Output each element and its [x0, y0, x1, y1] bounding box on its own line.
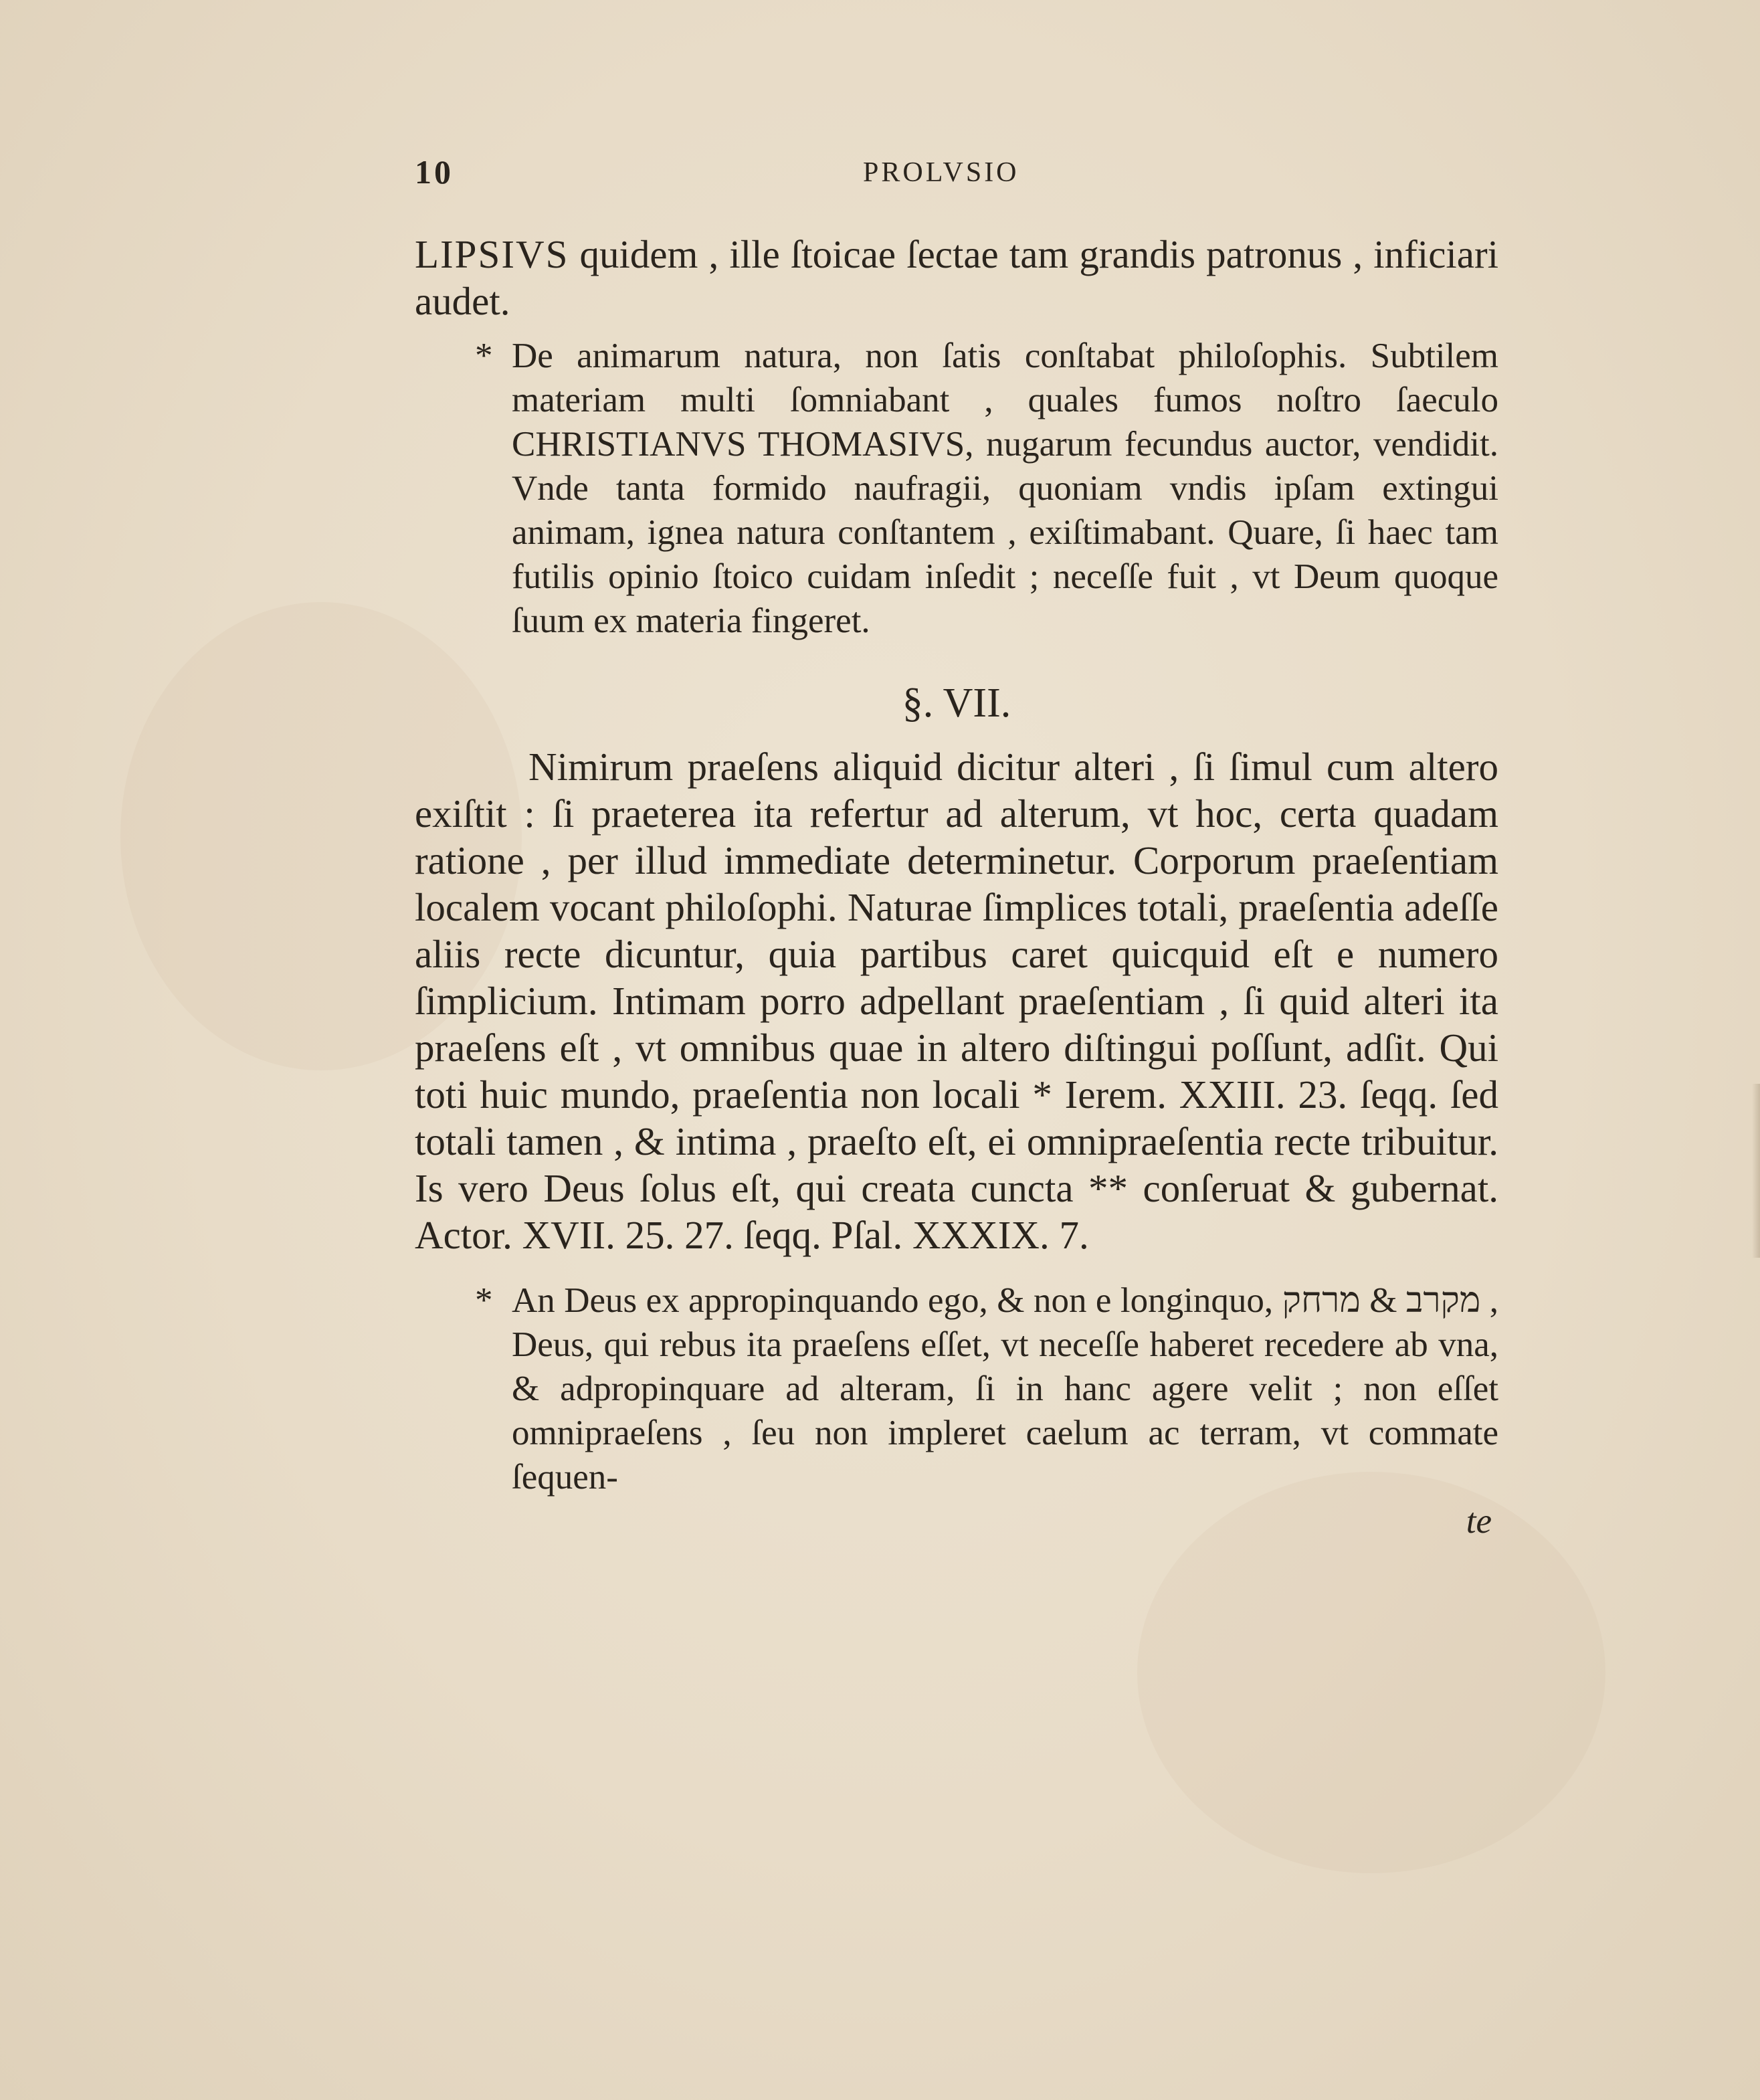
section-heading: §. VII.	[902, 680, 1011, 726]
footnote-1-mark: *	[475, 337, 493, 375]
text-block	[415, 231, 1498, 1543]
running-head: PROLVSIO	[863, 157, 1019, 188]
footnote-1	[475, 334, 1498, 643]
footnote-2-text: An Deus ex appropinquando ego, & non e longinquo, מקרב & מרחק , Deus, qui rebus ita praeſens eſſet, vt neceſſe haberet recedere ab vna, & adpropinquare ad alteram, ſi in hanc agere velit ; non eſſet omnipraeſens , ſeu non impleret caelum ac terram, vt commate ſequen-	[512, 1281, 1498, 1497]
footnote-1-text: De animarum natura, non ſatis conſtabat philoſophis. Subtilem materiam multi ſomniabant , quales fumos noſtro ſaeculo CHRISTIANVS THOMASIVS, nugarum fecundus auctor, vendidit. Vnde tanta formido naufragii, quoniam vndis ipſam extingui animam, ignea natura conſtantem , exiſtimabant. Quare, ſi haec tam futilis opinio ſtoico cuidam inſedit ; neceſſe fuit , vt Deum quoque ſuum ex materia fingeret.	[512, 337, 1498, 640]
continuation-text: quidem , ille ſtoicae ſectae tam grandis patronus , inficiari audet.	[415, 232, 1498, 323]
page-header	[415, 153, 1485, 206]
footnote-2	[475, 1278, 1498, 1499]
page-number: 10	[415, 153, 454, 191]
author-name: LIPSIVS	[415, 232, 569, 276]
catchword: te	[1466, 1502, 1492, 1541]
continuation-paragraph	[415, 231, 1498, 324]
page-edge-shadow	[1752, 1084, 1760, 1258]
section-paragraph: Nimirum praeſens aliquid dicitur alteri , ſi ſimul cum altero exiſtit : ſi praeterea ita refertur ad alterum, vt hoc, certa quadam ratione , per illud immediate determinetur. Corporum praeſentiam localem vocant philoſophi. Naturae ſimplices totali, praeſentia adeſſe aliis recte dicuntur, quia partibus caret quicquid eſt e numero ſimplicium. Intimam porro adpellant praeſentiam , ſi quid alteri ita praeſens eſt , vt omnibus quae in altero diſtingui poſſunt, adſit. Qui toti huic mundo, praeſentia non locali * Ierem. XXIII. 23. ſeqq. ſed totali tamen , & intima , praeſto eſt, ei omnipraeſentia recte tribuitur. Is vero Deus ſolus eſt, qui creata cuncta ** conſeruat & gubernat. Actor. XVII. 25. 27. ſeqq. Pſal. XXXIX. 7.	[415, 745, 1498, 1257]
footnote-2-mark: *	[475, 1281, 493, 1320]
